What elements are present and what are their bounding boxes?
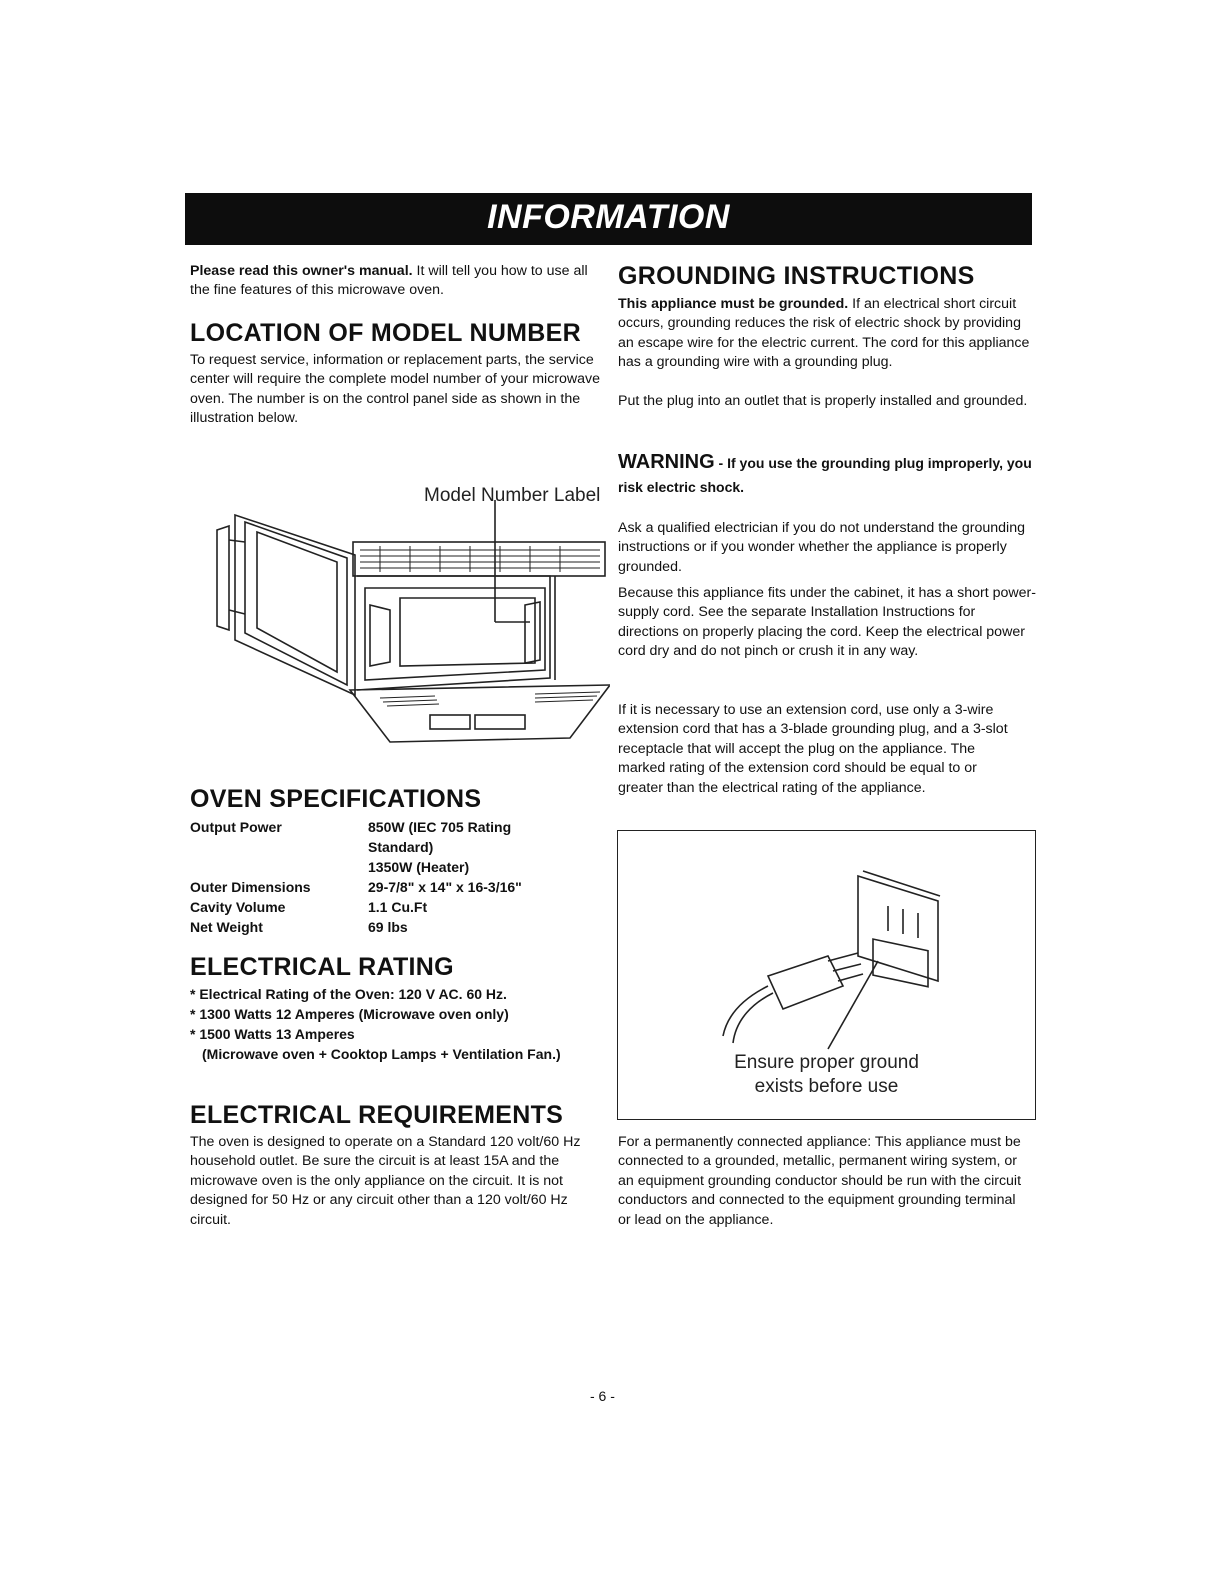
rating-item: * 1300 Watts 12 Amperes (Microwave oven only) bbox=[190, 1006, 509, 1022]
plug-caption-line-2: exists before use bbox=[754, 1076, 899, 1097]
spec-value: 1350W (Heater) bbox=[368, 859, 470, 875]
grounding-p4: Because this appliance fits under the cabinet, it has a short power-supply cord. See the separate Installation Instructions for directions on properly placing the cord. Keep the electrical power cord dry and do not pinch or crush it in any way. bbox=[618, 585, 1036, 660]
spec-label: Net Weight bbox=[190, 919, 263, 935]
spec-label bbox=[190, 857, 368, 877]
rating-heading: ELECTRICAL RATING bbox=[190, 953, 454, 981]
intro-rest: It will tell you how to use all the fine features of this microwave oven. bbox=[190, 263, 588, 299]
plug-figure-box bbox=[617, 830, 1036, 1120]
spec-row bbox=[190, 917, 610, 937]
intro-bold: Please read this owner's manual. bbox=[190, 263, 413, 279]
grounded-plug-illustration bbox=[708, 861, 968, 1051]
spec-row bbox=[190, 857, 610, 877]
intro-paragraph bbox=[190, 262, 605, 301]
requirements-heading: ELECTRICAL REQUIREMENTS bbox=[190, 1101, 564, 1129]
grounding-p1-bold: This appliance must be grounded. bbox=[618, 296, 849, 312]
spec-label: Cavity Volume bbox=[190, 899, 286, 915]
plug-caption bbox=[618, 1051, 1035, 1099]
warning-word: WARNING bbox=[618, 451, 715, 473]
grounding-p2: Put the plug into an outlet that is properly installed and grounded. bbox=[618, 393, 1028, 409]
spec-row bbox=[190, 877, 610, 897]
spec-row bbox=[190, 897, 610, 917]
location-heading: LOCATION OF MODEL NUMBER bbox=[190, 319, 581, 347]
rating-item: * Electrical Rating of the Oven: 120 V AC. 60 Hz. bbox=[190, 986, 507, 1002]
requirements-text: The oven is designed to operate on a Standard 120 volt/60 Hz household outlet. Be sure the circuit is at least 15A and the microwave oven is the only appliance on the circuit. It is not designed for 50 Hz or any circuit other than a 120 volt/60 Hz circuit. bbox=[190, 1134, 581, 1228]
spec-value: 29-7/8" x 14" x 16-3/16" bbox=[368, 879, 522, 895]
rating-item: * 1500 Watts 13 Amperes bbox=[190, 1026, 355, 1042]
location-text: To request service, information or replacement parts, the service center will require the complete model number of your microwave oven. The number is on the control panel side as shown in the illustration below. bbox=[190, 352, 601, 427]
spec-value: 850W (IEC 705 Rating Standard) bbox=[368, 819, 512, 855]
rating-item: (Microwave oven + Cooktop Lamps + Ventilation Fan.) bbox=[202, 1046, 561, 1062]
grounding-p1 bbox=[618, 295, 1038, 373]
grounding-heading: GROUNDING INSTRUCTIONS bbox=[618, 262, 975, 290]
plug-caption-line-1: Ensure proper ground bbox=[734, 1052, 919, 1073]
page-banner: INFORMATION bbox=[185, 193, 1032, 245]
grounding-p1-rest: If an electrical short circuit occurs, grounding reduces the risk of electric shock by providing an escape wire for the electric current. The cord for this appliance has a grounding wire with a grounding plug. bbox=[618, 296, 1030, 371]
spec-row bbox=[190, 817, 610, 857]
specs-table bbox=[190, 817, 610, 937]
warning-rest: - If you use the grounding plug improperly, you risk electric shock. bbox=[618, 455, 1032, 495]
spec-value: 69 lbs bbox=[368, 919, 408, 935]
warning-paragraph bbox=[618, 450, 1038, 499]
spec-value: 1.1 Cu.Ft bbox=[368, 899, 428, 915]
rating-list bbox=[190, 984, 600, 1064]
specs-heading: OVEN SPECIFICATIONS bbox=[190, 785, 482, 813]
microwave-illustration bbox=[205, 480, 610, 750]
grounding-p5: If it is necessary to use an extension cord, use only a 3-wire extension cord that has a 3-blade grounding plug, and a 3-slot receptacle that will accept the plug on the appliance. The marked rating of the extension cord should be equal to or greater than the electrical rating of the appliance. bbox=[618, 702, 1008, 796]
model-number-label-caption: Model Number Label bbox=[424, 485, 601, 506]
spec-label: Output Power bbox=[190, 819, 282, 835]
page-number: - 6 - bbox=[590, 1388, 615, 1404]
grounding-p6: For a permanently connected appliance: This appliance must be connected to a grounded, metallic, permanent wiring system, or an equipment grounding conductor should be run with the circuit conductors and connected to the equipment grounding terminal or lead on the appliance. bbox=[618, 1134, 1022, 1228]
grounding-p3: Ask a qualified electrician if you do not understand the grounding instructions or if you wonder whether the appliance is properly grounded. bbox=[618, 520, 1025, 575]
spec-label: Outer Dimensions bbox=[190, 879, 311, 895]
